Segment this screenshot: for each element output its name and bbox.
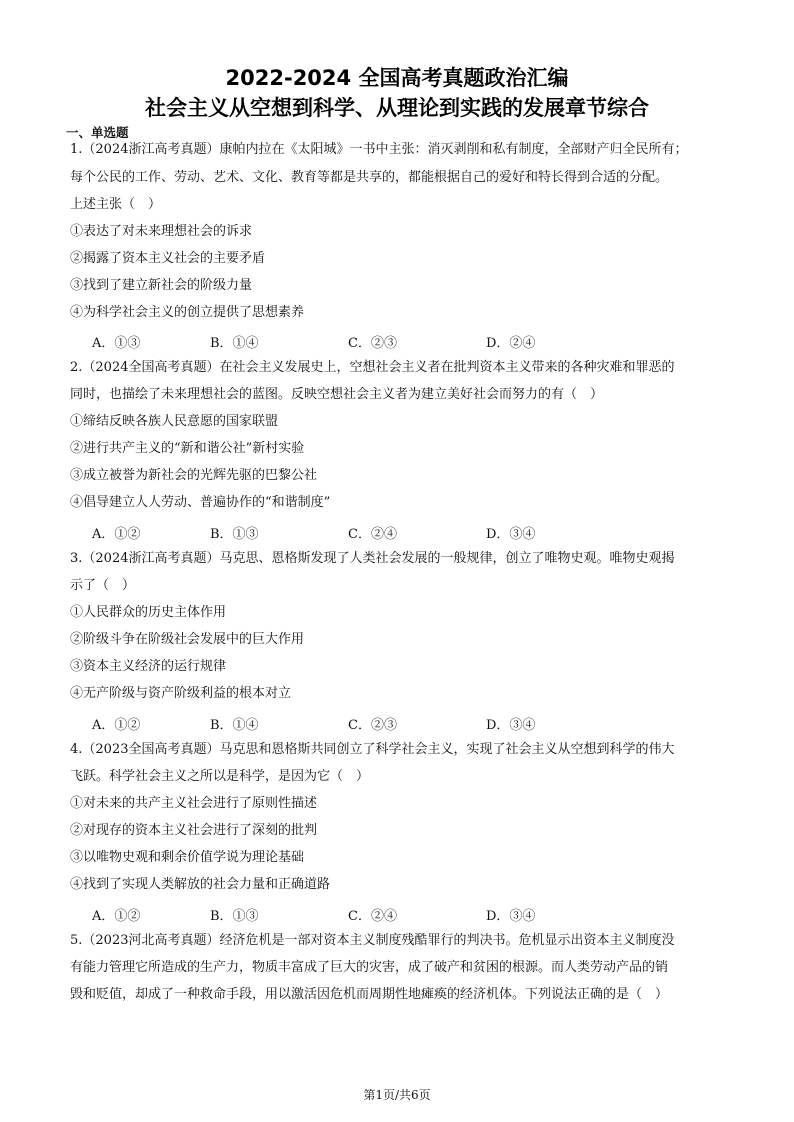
question-3-line-2: 示了（ ）	[70, 578, 136, 593]
question-3-option-1: ①人民群众的历史主体作用	[70, 605, 227, 620]
choice-a[interactable]: A．①②	[92, 909, 141, 924]
question-2-line-2: 同时，也描绘了未来理想社会的蓝图。反映空想社会主义者为建立美好社会而努力的有（ ）	[70, 387, 604, 402]
question-2-option-2: ②进行共产主义的“新和谐公社”新村实验	[70, 441, 305, 456]
choice-b[interactable]: B．①④	[210, 718, 259, 733]
question-4-choices	[92, 905, 732, 923]
question-2-choices	[92, 523, 732, 541]
question-1-option-4: ④为科学社会主义的创立提供了思想素养	[70, 305, 305, 320]
choice-d[interactable]: D．③④	[486, 527, 536, 542]
document-subtitle: 社会主义从空想到科学、从理论到实践的发展章节综合	[145, 96, 649, 120]
question-2-option-1: ①缔结反映各族人民意愿的国家联盟	[70, 414, 279, 429]
choice-b[interactable]: B．①③	[210, 527, 259, 542]
choice-c[interactable]: C．②③	[348, 718, 397, 733]
question-1-line-1: 1.（2024浙江高考真题）康帕内拉在《太阳城》一书中主张：消灭剥削和私有制度，全部财产归全民所有；	[70, 142, 688, 157]
question-2-option-3: ③成立被誉为新社会的光辉先驱的巴黎公社	[70, 468, 318, 483]
question-3-choices	[92, 714, 732, 732]
question-3-option-3: ③资本主义经济的运行规律	[70, 659, 227, 674]
document-title: 2022-2024 全国高考真题政治汇编	[225, 66, 569, 90]
question-5-line-2: 有能力管理它所造成的生产力，物质丰富成了巨大的灾害，成了破产和贫困的根源。而人类劳动产品的销	[70, 960, 669, 975]
choice-d[interactable]: D．②④	[486, 336, 536, 351]
question-4-option-4: ④找到了实现人类解放的社会力量和正确道路	[70, 877, 331, 892]
choice-d[interactable]: D．③④	[486, 909, 536, 924]
question-3-option-2: ②阶级斗争在阶级社会发展中的巨大作用	[70, 632, 305, 647]
choice-c[interactable]: C．②④	[348, 527, 397, 542]
question-1-option-3: ③找到了建立新社会的阶级力量	[70, 278, 253, 293]
question-5-line-3: 毁和贬值，却成了一种救命手段，用以激活因危机而周期性地瘫痪的经济机体。下列说法正确的是（ ）	[70, 987, 669, 1002]
choice-c[interactable]: C．②④	[348, 909, 397, 924]
question-4-option-2: ②对现存的资本主义社会进行了深刻的批判	[70, 823, 318, 838]
choice-c[interactable]: C．②③	[348, 336, 397, 351]
question-1-line-3: 上述主张（ ）	[70, 197, 162, 212]
question-5-line-1: 5.（2023河北高考真题）经济危机是一部对资本主义制度残酷罪行的判决书。危机显示出资本主义制度没	[70, 933, 675, 948]
question-2-option-4: ④倡导建立人人劳动、普遍协作的“和谐制度”	[70, 495, 331, 510]
question-3-line-1: 3.（2024浙江高考真题）马克思、恩格斯发现了人类社会发展的一般规律，创立了唯物史观。唯物史观揭	[70, 551, 675, 566]
question-2-line-1: 2.（2024全国高考真题）在社会主义发展史上，空想社会主义者在批判资本主义带来的各种灾难和罪恶的	[70, 360, 675, 375]
question-1-line-2: 每个公民的工作、劳动、艺术、文化、教育等都是共享的，都能根据自己的爱好和特长得到合适的分配。	[70, 170, 669, 185]
question-4-option-1: ①对未来的共产主义社会进行了原则性描述	[70, 796, 318, 811]
question-1-choices	[92, 332, 732, 350]
choice-a[interactable]: A．①②	[92, 718, 141, 733]
choice-a[interactable]: A．①③	[92, 336, 141, 351]
choice-d[interactable]: D．③④	[486, 718, 536, 733]
section-heading: 一、单选题	[66, 125, 129, 140]
question-4-option-3: ③以唯物史观和剩余价值学说为理论基础	[70, 850, 305, 865]
choice-b[interactable]: B．①③	[210, 909, 259, 924]
question-1-option-1: ①表达了对未来理想社会的诉求	[70, 224, 253, 239]
question-3-option-4: ④无产阶级与资产阶级利益的根本对立	[70, 686, 292, 701]
page-footer: 第1页/共6页	[363, 1088, 431, 1102]
question-1-option-2: ②揭露了资本主义社会的主要矛盾	[70, 251, 266, 266]
question-4-line-1: 4.（2023全国高考真题）马克思和恩格斯共同创立了科学社会主义，实现了社会主义从空想到科学的伟大	[70, 742, 675, 757]
question-4-line-2: 飞跃。科学社会主义之所以是科学，是因为它（ ）	[70, 769, 370, 784]
choice-b[interactable]: B．①④	[210, 336, 259, 351]
choice-a[interactable]: A．①②	[92, 527, 141, 542]
